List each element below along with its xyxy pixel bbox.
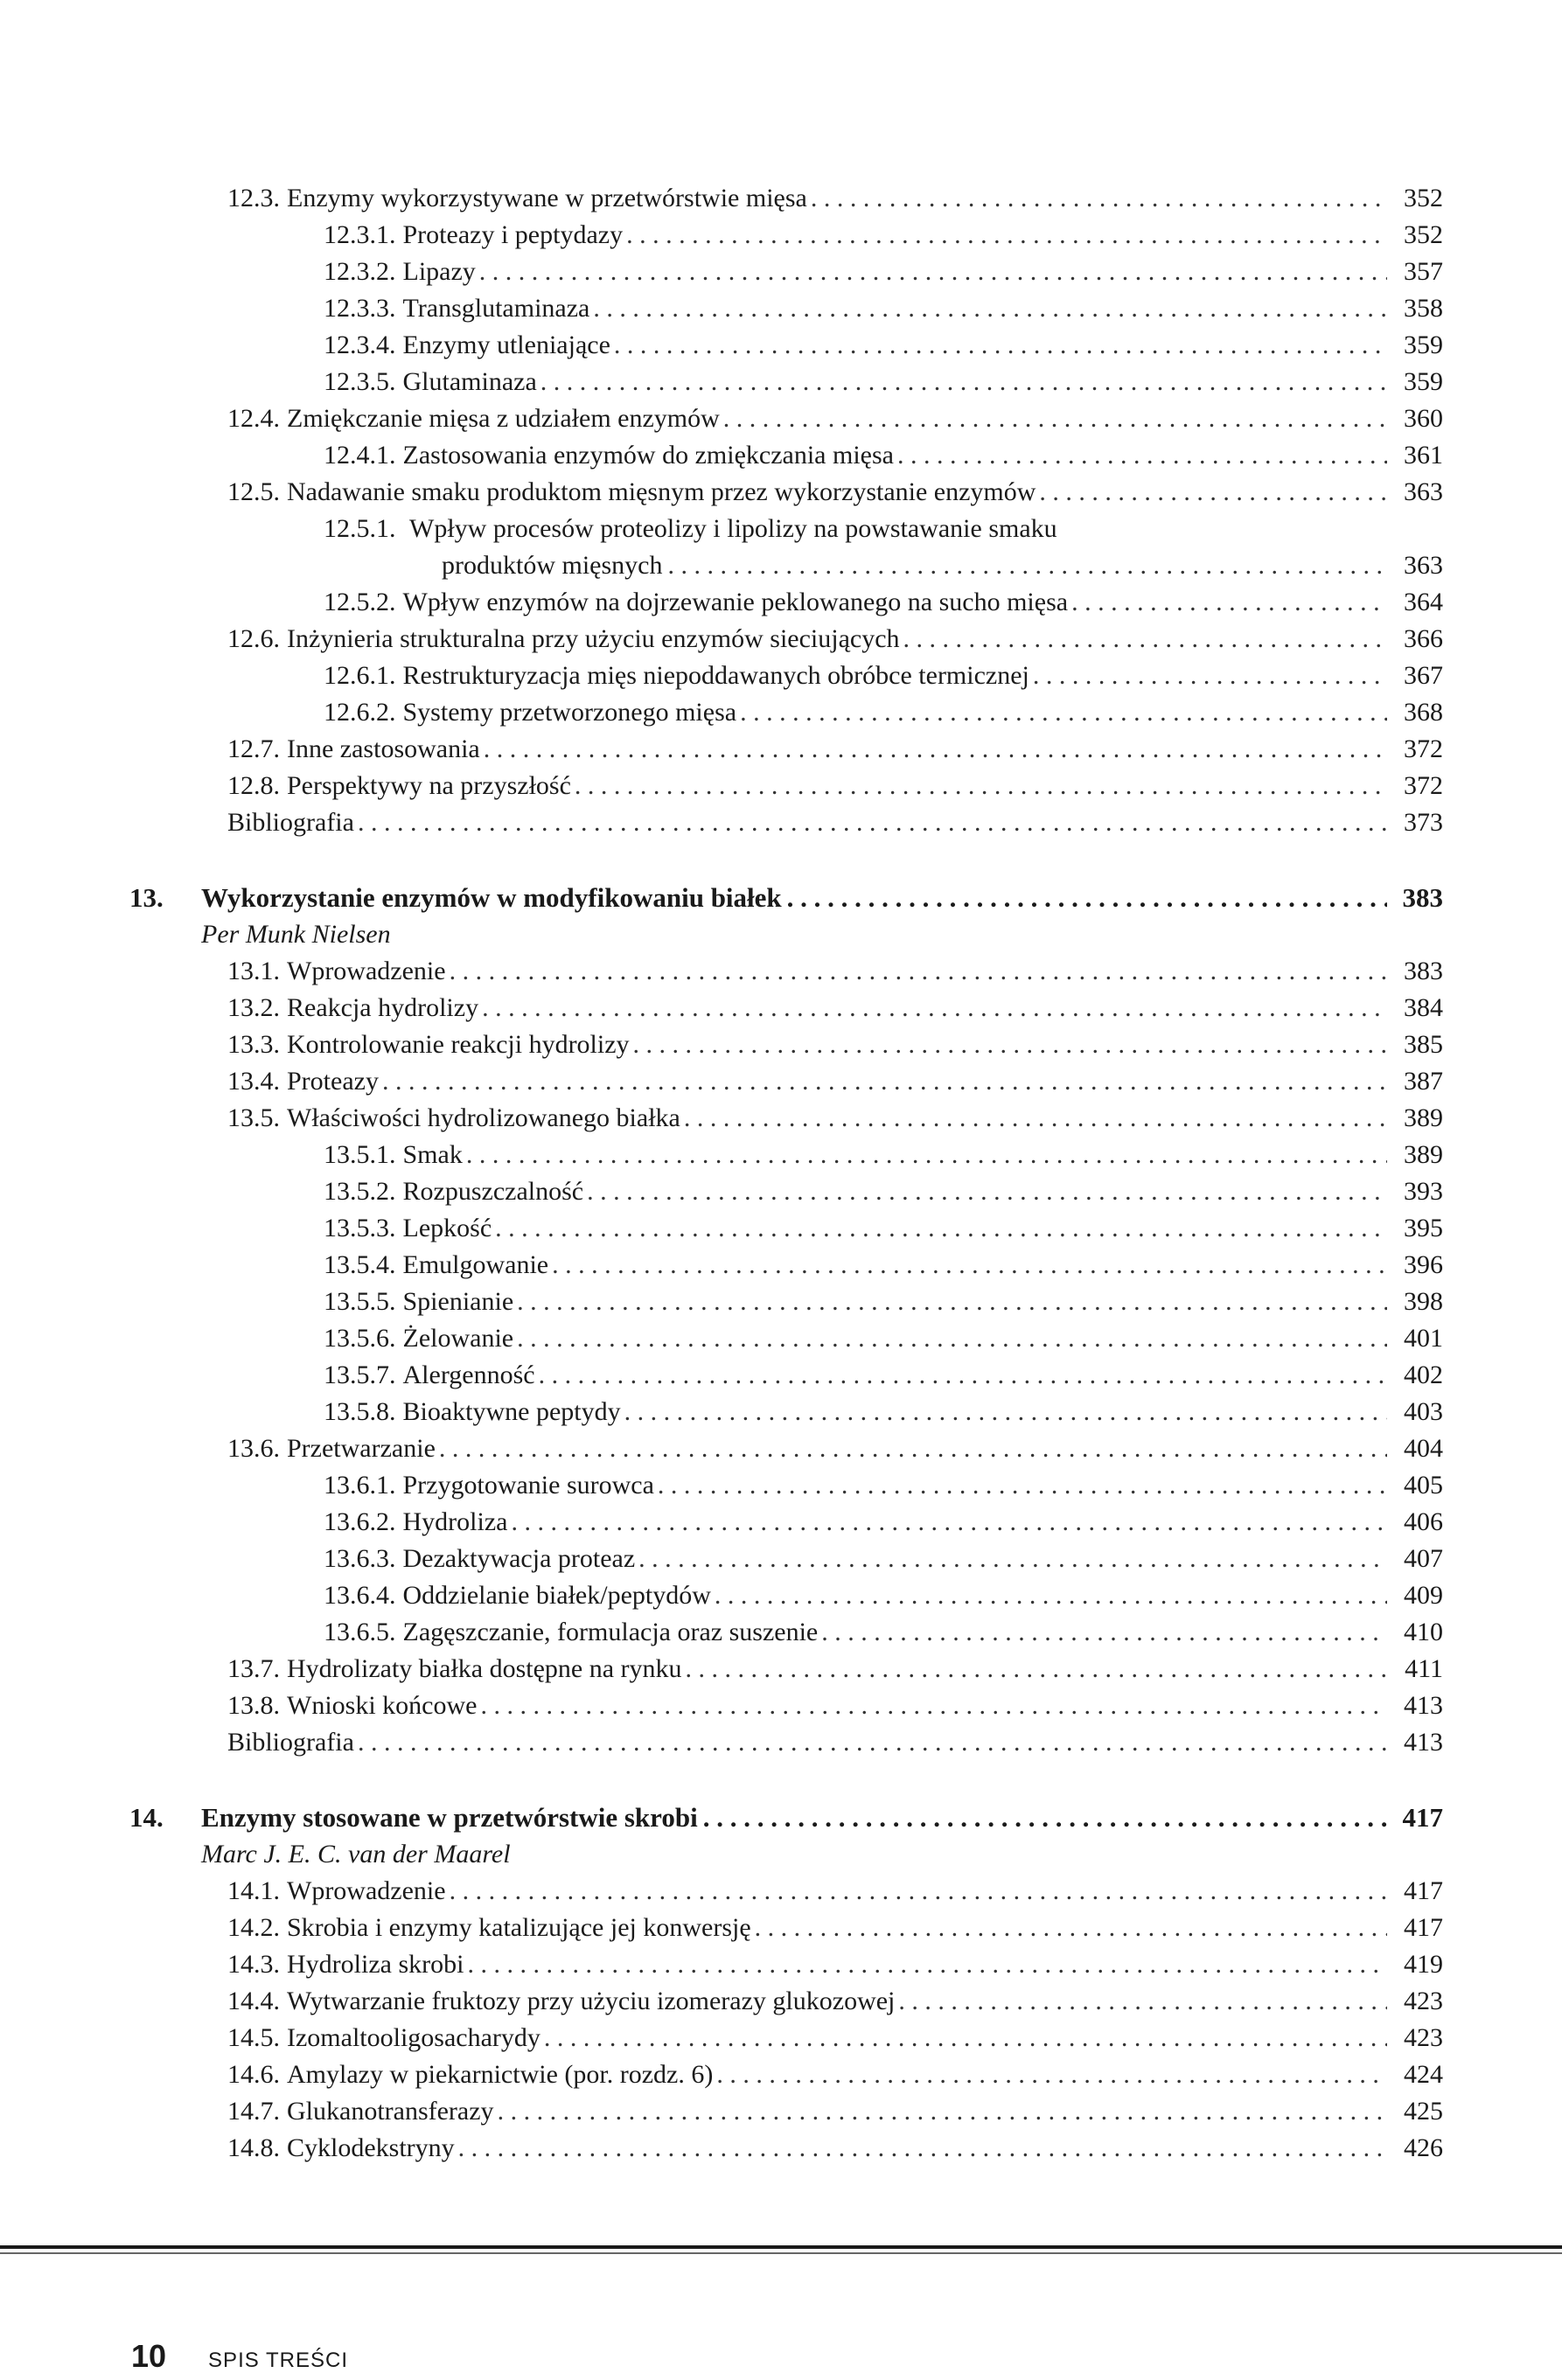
toc-section-13 (184, 953, 1443, 1761)
toc-entry-page: 401 (1404, 1324, 1443, 1353)
leader-dots (511, 1504, 1387, 1541)
leader-dots (755, 1910, 1387, 1946)
toc-entry-number: 14.1. (227, 1876, 280, 1905)
toc-entry-title: Wprowadzenie (287, 957, 446, 985)
toc-entry-page: 405 (1404, 1471, 1443, 1500)
toc-entry-title: Glutaminaza (402, 367, 537, 396)
toc-entry-page: 383 (1404, 957, 1443, 985)
toc-entry-number: 12.5. (227, 477, 280, 506)
toc-entry (184, 731, 1443, 768)
leader-dots (811, 180, 1387, 217)
toc-entry (184, 327, 1443, 364)
toc-entry (184, 694, 1443, 731)
leader-dots (716, 2056, 1387, 2093)
leader-dots (517, 1284, 1387, 1320)
toc-entry-title: Wytwarzanie fruktozy przy użyciu izomerazy glukozowej (287, 1987, 896, 2015)
toc-entry (184, 1651, 1443, 1688)
toc-entry-number: 12.6.2. (324, 698, 396, 727)
leader-dots (544, 2020, 1387, 2056)
toc-entry-page: 366 (1404, 624, 1443, 653)
toc-entry-title: Hydrolizaty białka dostępne na rynku (287, 1654, 682, 1683)
toc-entry-12-5-1 (184, 511, 1443, 584)
toc-entry-number: 12.3.1. (324, 220, 396, 249)
toc-entry-title: Cyklodekstryny (287, 2133, 455, 2162)
leader-dots (382, 1063, 1387, 1100)
toc-entry-title: Lepkość (402, 1214, 492, 1242)
toc-entry-page: 424 (1404, 2060, 1443, 2089)
toc-entry (184, 364, 1443, 400)
toc-entry-page: 389 (1404, 1140, 1443, 1169)
toc-entry-title: Właściwości hydrolizowanego białka (287, 1103, 680, 1132)
section-gap (184, 1761, 1443, 1799)
leader-dots (466, 1137, 1387, 1173)
leader-dots (787, 880, 1387, 916)
toc-entry (184, 1320, 1443, 1357)
toc-entry (184, 254, 1443, 290)
toc-entry-title: Proteazy i peptydazy (402, 220, 624, 249)
toc-entry-title: Dezaktywacja proteaz (402, 1544, 636, 1573)
toc-entry-page: 357 (1404, 257, 1443, 286)
toc-entry-page: 368 (1404, 698, 1443, 727)
toc-entry (184, 584, 1443, 621)
toc-entry-title: Hydroliza (402, 1507, 508, 1536)
toc-entry-number: 12.8. (227, 771, 280, 800)
toc-entry (184, 1430, 1443, 1467)
toc-entry-page: 403 (1404, 1397, 1443, 1426)
chapter-author: Marc J. E. C. van der Maarel (201, 1840, 511, 1869)
toc-entry (184, 2056, 1443, 2093)
toc-entry-page: 417 (1404, 1913, 1443, 1942)
toc-entry-title: Rozpuszczalność (402, 1177, 584, 1206)
toc-entry-page: 413 (1404, 1728, 1443, 1757)
toc-entry-title: Skrobia i enzymy katalizujące jej konwersję (287, 1913, 751, 1942)
toc-entry-page: 426 (1404, 2133, 1443, 2162)
toc-entry-page: 361 (1404, 441, 1443, 470)
toc-entry-number: 13.6.3. (324, 1544, 396, 1573)
leader-dots (658, 1467, 1387, 1504)
toc-entry-page: 404 (1404, 1434, 1443, 1463)
toc-entry (184, 1614, 1443, 1651)
toc-entry (184, 1688, 1443, 1724)
leader-dots (638, 1541, 1387, 1577)
toc-entry (184, 2020, 1443, 2056)
chapter-heading-13 (129, 880, 1443, 916)
toc-entry-page: 413 (1404, 1691, 1443, 1720)
leader-dots (358, 804, 1387, 841)
toc-entry-number: 13.4. (227, 1067, 280, 1096)
toc-entry-page: 406 (1404, 1507, 1443, 1536)
toc-entry-number: 12.5.2. (324, 588, 396, 616)
toc-entry (184, 1724, 1443, 1761)
toc-entry-number: 13.2. (227, 993, 280, 1022)
toc-entry-title: Systemy przetworzonego mięsa (402, 698, 737, 727)
leader-dots (686, 1651, 1387, 1688)
page-number: 10 (131, 2338, 167, 2374)
leader-dots (715, 1577, 1387, 1614)
toc-entry-page: 360 (1404, 404, 1443, 433)
toc-entry-title: Wprowadzenie (287, 1876, 446, 1905)
toc-entry-title: Perspektywy na przyszłość (287, 771, 571, 800)
leader-dots (626, 217, 1387, 254)
toc-entry-number: 13.5.4. (324, 1250, 396, 1279)
toc-entry-number: 14.5. (227, 2023, 280, 2052)
toc-entry-page: 385 (1404, 1030, 1443, 1059)
toc-entry-title: Kontrolowanie reakcji hydrolizy (287, 1030, 630, 1059)
toc-section-14 (184, 1873, 1443, 2167)
toc-entry-page: 352 (1404, 184, 1443, 212)
toc-entry-number: 12.4.1. (324, 441, 396, 470)
toc-entry-number: 12.7. (227, 734, 280, 763)
chapter-page: 383 (1402, 882, 1443, 913)
toc-entry-page: 409 (1404, 1581, 1443, 1610)
toc-entry-title: Inne zastosowania (287, 734, 480, 763)
toc-entry (184, 1873, 1443, 1910)
leader-dots (684, 1100, 1387, 1137)
toc-entry-page: 389 (1404, 1103, 1443, 1132)
toc-entry-page: 363 (1404, 477, 1443, 506)
toc-entry-title: Zagęszczanie, formulacja oraz suszenie (402, 1618, 819, 1646)
toc-entry-number: 13.8. (227, 1691, 280, 1720)
leader-dots (450, 953, 1387, 990)
leader-dots (575, 768, 1387, 804)
toc-entry (184, 1100, 1443, 1137)
toc-entry-number: 12.3.5. (324, 367, 396, 396)
toc-entry-page: 417 (1404, 1876, 1443, 1905)
toc-entry-title: Zastosowania enzymów do zmiękczania mięsa (402, 441, 894, 470)
chapter-heading-14 (129, 1799, 1443, 1836)
toc-entry-page: 425 (1404, 2097, 1443, 2126)
chapter-page: 417 (1402, 1802, 1443, 1833)
toc-entry-number: 13.6. (227, 1434, 280, 1463)
toc-entry (184, 437, 1443, 474)
chapter-title: Enzymy stosowane w przetwórstwie skrobi (201, 1802, 698, 1833)
leader-dots (498, 2093, 1387, 2130)
toc-entry-title: Przetwarzanie (287, 1434, 436, 1463)
toc-entry (184, 1247, 1443, 1284)
toc-entry-number: 13.6.2. (324, 1507, 396, 1536)
toc-entry (184, 2093, 1443, 2130)
chapter-number: 13. (129, 882, 164, 913)
leader-dots (480, 1688, 1387, 1724)
chapter-author: Per Munk Nielsen (201, 920, 391, 949)
toc-entry-number: 13.5.6. (324, 1324, 396, 1353)
toc-entry (184, 990, 1443, 1026)
toc-entry (184, 1983, 1443, 2020)
toc-entry (184, 1394, 1443, 1430)
toc-entry-title: Oddzielanie białek/peptydów (402, 1581, 711, 1610)
toc-entry-page: 423 (1404, 1987, 1443, 2015)
toc-entry-number: 12.6.1. (324, 661, 396, 690)
toc-entry-title: Bibliografia (227, 808, 354, 837)
leader-dots (439, 1430, 1387, 1467)
leader-dots (552, 1247, 1387, 1284)
toc-section-12 (184, 180, 1443, 511)
chapter-number: 14. (129, 1802, 164, 1833)
toc-entry-title: Reakcja hydrolizy (287, 993, 479, 1022)
toc-entry-number: 13.5.3. (324, 1214, 396, 1242)
toc-entry (184, 1026, 1443, 1063)
toc-entry-number: 14.2. (227, 1913, 280, 1942)
toc-entry-number: 12.6. (227, 624, 280, 653)
section-gap (184, 841, 1443, 880)
leader-dots (587, 1173, 1387, 1210)
toc-entry (184, 1467, 1443, 1504)
toc-entry-title: Inżynieria strukturalna przy użyciu enzymów sieciujących (287, 624, 900, 653)
running-footer-label: SPIS TREŚCI (208, 2349, 348, 2372)
footer-rule (0, 2245, 1562, 2249)
toc-entry-title: Lipazy (402, 257, 476, 286)
toc-entry-number: 12.3.3. (324, 294, 396, 323)
toc-entry-title: Żelowanie (402, 1324, 514, 1353)
toc-entry-title: Wpływ procesów proteolizy i lipolizy na powstawanie smaku (409, 514, 1057, 543)
toc-entry-title: Transglutaminaza (402, 294, 590, 323)
leader-dots (667, 547, 1387, 584)
toc-entry-number: 14.7. (227, 2097, 280, 2126)
toc-entry-number: 12.5.1. (324, 514, 396, 543)
toc-entry (184, 1284, 1443, 1320)
toc-entry (184, 474, 1443, 511)
toc-entry-number: 14.3. (227, 1950, 280, 1979)
toc-entry-page: 352 (1404, 220, 1443, 249)
toc-entry-title: Enzymy wykorzystywane w przetwórstwie mięsa (287, 184, 807, 212)
leader-dots (484, 731, 1387, 768)
toc-entry-page: 423 (1404, 2023, 1443, 2052)
chapter-title: Wykorzystanie enzymów w modyfikowaniu białek (201, 882, 782, 913)
toc-entry-number: 14.6. (227, 2060, 280, 2089)
toc-entry-number: 12.3.2. (324, 257, 396, 286)
toc-entry-number: 13.5.1. (324, 1140, 396, 1169)
toc-entry (184, 290, 1443, 327)
toc-entry-title: Glukanotransferazy (287, 2097, 494, 2126)
leader-dots (495, 1210, 1387, 1247)
leader-dots (740, 694, 1387, 731)
toc-entry-page: 367 (1404, 661, 1443, 690)
toc-entry (184, 658, 1443, 694)
toc-entry (184, 217, 1443, 254)
toc-entry (184, 400, 1443, 437)
toc-entry-number: 13.7. (227, 1654, 280, 1683)
toc-entry-page: 384 (1404, 993, 1443, 1022)
toc-entry (184, 953, 1443, 990)
toc-entry-page: 419 (1404, 1950, 1443, 1979)
toc-entry-title: Przygotowanie surowca (402, 1471, 654, 1500)
toc-entry-page: 396 (1404, 1250, 1443, 1279)
toc-entry-number: 14.8. (227, 2133, 280, 2162)
leader-dots (482, 990, 1387, 1026)
toc-entry-number: 13.5.8. (324, 1397, 396, 1426)
toc-entry-number: 12.4. (227, 404, 280, 433)
toc-entry-number: 12.3.4. (324, 331, 396, 359)
toc-entry (184, 1063, 1443, 1100)
toc-entry-page: 372 (1404, 771, 1443, 800)
leader-dots (614, 327, 1387, 364)
toc-entry (184, 1577, 1443, 1614)
toc-entry-page: 402 (1404, 1360, 1443, 1389)
toc-section-12-continued (184, 584, 1443, 841)
toc-entry-title: Zmiękczanie mięsa z udziałem enzymów (287, 404, 720, 433)
toc-entry (184, 1910, 1443, 1946)
toc-entry-title: Bibliografia (227, 1728, 354, 1757)
toc-entry-page: 363 (1404, 551, 1443, 580)
toc-entry-page: 395 (1404, 1214, 1443, 1242)
toc-entry-number: 13.6.5. (324, 1618, 396, 1646)
toc-entry (184, 1210, 1443, 1247)
leader-dots (479, 254, 1387, 290)
leader-dots (593, 290, 1387, 327)
toc-entry-title: Emulgowanie (402, 1250, 549, 1279)
toc-entry-first-line (184, 511, 1443, 547)
leader-dots (539, 1357, 1387, 1394)
toc-entry (184, 1541, 1443, 1577)
toc-entry (184, 621, 1443, 658)
toc-entry-title: Smak (402, 1140, 463, 1169)
toc-entry-title: Hydroliza skrobi (287, 1950, 464, 1979)
toc-entry-continuation (184, 547, 1443, 584)
toc-entry-title: Nadawanie smaku produktom mięsnym przez wykorzystanie enzymów (287, 477, 1036, 506)
toc-entry-title-continued: produktów mięsnych (442, 551, 663, 580)
toc-entry-page: 372 (1404, 734, 1443, 763)
toc-entry-page: 359 (1404, 331, 1443, 359)
leader-dots (540, 364, 1387, 400)
leader-dots (450, 1873, 1387, 1910)
leader-dots (1071, 584, 1387, 621)
toc-entry (184, 1173, 1443, 1210)
toc-entry-page: 398 (1404, 1287, 1443, 1316)
leader-dots (1039, 474, 1387, 511)
footer-rule-thin (0, 2252, 1562, 2254)
toc-entry-title: Enzymy utleniające (402, 331, 610, 359)
toc-entry-page: 410 (1404, 1618, 1443, 1646)
toc-entry-title: Izomaltooligosacharydy (287, 2023, 540, 2052)
leader-dots (358, 1724, 1387, 1761)
toc-entry-title: Wnioski końcowe (287, 1691, 478, 1720)
toc-entry-page: 393 (1404, 1177, 1443, 1206)
toc-entry (184, 180, 1443, 217)
toc-entry-title: Amylazy w piekarnictwie (por. rozdz. 6) (287, 2060, 714, 2089)
toc-entry (184, 1357, 1443, 1394)
leader-dots (633, 1026, 1387, 1063)
toc-entry-number: 12.3. (227, 184, 280, 212)
toc-entry-title: Restrukturyzacja mięs niepoddawanych obróbce termicznej (402, 661, 1029, 690)
toc-entry-title: Bioaktywne peptydy (402, 1397, 621, 1426)
leader-dots (898, 1983, 1387, 2020)
toc-entry (184, 804, 1443, 841)
leader-dots (1033, 658, 1387, 694)
toc-entry-number: 13.5.2. (324, 1177, 396, 1206)
leader-dots (903, 621, 1387, 658)
toc-entry-page: 373 (1404, 808, 1443, 837)
leader-dots (458, 2130, 1387, 2167)
toc-entry (184, 2130, 1443, 2167)
toc-entry-page: 411 (1405, 1654, 1443, 1683)
toc-entry-number: 13.5. (227, 1103, 280, 1132)
leader-dots (723, 400, 1387, 437)
toc-entry-number: 13.6.4. (324, 1581, 396, 1610)
toc-entry-title: Proteazy (287, 1067, 379, 1096)
toc-entry (184, 1946, 1443, 1983)
toc-entry-number: 13.5.5. (324, 1287, 396, 1316)
page-footer (131, 2338, 348, 2375)
toc-entry-number: 13.6.1. (324, 1471, 396, 1500)
toc-entry-title: Spienianie (402, 1287, 514, 1316)
leader-dots (467, 1946, 1387, 1983)
toc-entry-page: 387 (1404, 1067, 1443, 1096)
leader-dots (624, 1394, 1387, 1430)
toc-entry (184, 1504, 1443, 1541)
toc-entry-title: Wpływ enzymów na dojrzewanie peklowanego na sucho mięsa (402, 588, 1069, 616)
toc-entry-title: Alergenność (402, 1360, 535, 1389)
leader-dots (703, 1799, 1387, 1836)
toc-entry (184, 768, 1443, 804)
toc-entry-page: 364 (1404, 588, 1443, 616)
toc-entry-page: 359 (1404, 367, 1443, 396)
table-of-contents (129, 180, 1443, 2167)
toc-entry-number: 13.5.7. (324, 1360, 396, 1389)
toc-entry-page: 358 (1404, 294, 1443, 323)
toc-entry (184, 1137, 1443, 1173)
leader-dots (897, 437, 1387, 474)
leader-dots (517, 1320, 1387, 1357)
toc-entry-number: 13.1. (227, 957, 280, 985)
toc-entry-number: 13.3. (227, 1030, 280, 1059)
toc-entry-page: 407 (1404, 1544, 1443, 1573)
toc-entry-number: 14.4. (227, 1987, 280, 2015)
leader-dots (821, 1614, 1387, 1651)
